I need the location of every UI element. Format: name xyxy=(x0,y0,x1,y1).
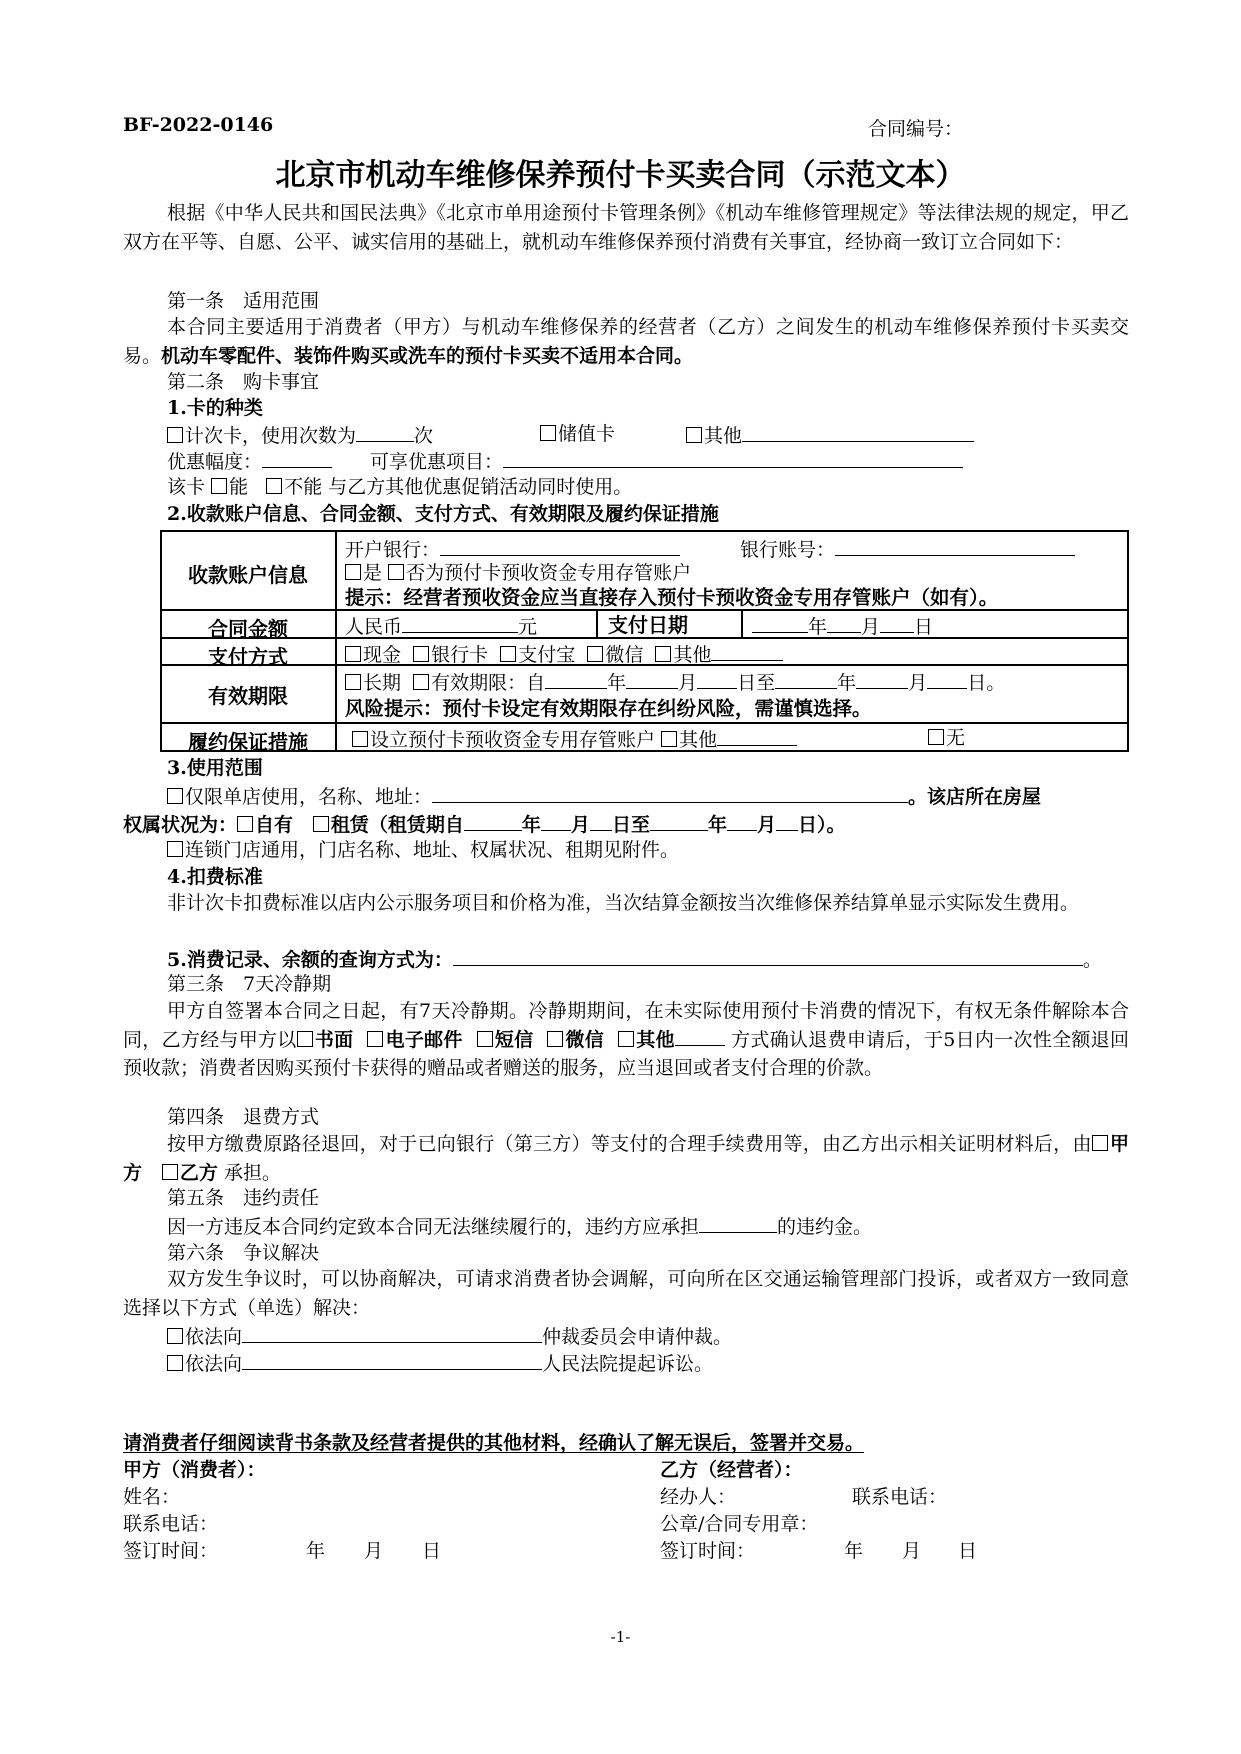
lease-from-month-input[interactable] xyxy=(541,811,571,831)
stored-card-label: 储值卡 xyxy=(558,423,616,445)
single-store-label: 仅限单店使用，名称、地址： xyxy=(185,786,433,808)
written-label: 书面 xyxy=(314,1028,354,1051)
guarantee-other-checkbox[interactable] xyxy=(661,731,677,747)
other-method-checkbox[interactable] xyxy=(618,1031,634,1047)
guarantee-none-label: 无 xyxy=(946,727,966,749)
court-input[interactable] xyxy=(242,1350,542,1370)
sms-label: 短信 xyxy=(494,1028,534,1051)
guarantee-none-checkbox[interactable] xyxy=(928,729,944,745)
account-number-row xyxy=(740,536,1075,562)
lease-to-month-label: 月 xyxy=(756,814,776,836)
party-a-sign-time xyxy=(123,1539,218,1563)
amount-label: 合同金额 xyxy=(208,617,288,641)
escrow-tip: 提示：经营者预收资金应当直接存入预付卡预收资金专用存管账户（如有）。 xyxy=(345,586,999,609)
guarantee-other-input[interactable] xyxy=(717,726,797,746)
court-row xyxy=(167,1350,713,1376)
article-3-text-part1: 甲方自签署本合同之日起，有7天冷静期。冷静期期间，在未实际使用预付卡消费的情况下，有权无条件解除本合同，乙方经与甲方以 xyxy=(123,1000,1129,1051)
own-label: 自有 xyxy=(255,814,294,836)
lease-end-label: 日）。 xyxy=(797,814,846,836)
pay-method-row xyxy=(345,641,783,667)
validity-label: 有效期限 xyxy=(208,684,288,708)
party-a-checkbox[interactable] xyxy=(1092,1135,1108,1151)
discount-items-row xyxy=(370,448,963,474)
stored-card-option xyxy=(540,422,615,446)
article-1-text xyxy=(123,313,1129,370)
arbitration-checkbox[interactable] xyxy=(167,1328,183,1344)
long-term-checkbox[interactable] xyxy=(345,674,361,690)
arbitration-prefix: 依法向 xyxy=(185,1326,243,1348)
combine-yes-checkbox[interactable] xyxy=(211,478,227,494)
other-method-label: 其他 xyxy=(635,1028,675,1051)
guarantee-account-label: 设立预付卡预收资金专用存管账户 xyxy=(370,729,656,751)
lease-to-year-input[interactable] xyxy=(650,811,708,831)
party-b-agent: 经办人： xyxy=(660,1486,737,1508)
party-b-label: 乙方 xyxy=(179,1161,218,1184)
pay-day-input[interactable] xyxy=(880,613,914,633)
guarantee-account-checkbox[interactable] xyxy=(352,731,368,747)
rmb-label: 人民币 xyxy=(345,616,403,638)
ownership-label: 权属状况为： xyxy=(123,814,238,836)
valid-from-day-input[interactable] xyxy=(697,669,737,689)
lease-from-month-label: 月 xyxy=(570,814,590,836)
single-store-checkbox[interactable] xyxy=(167,788,183,804)
yuan-label: 元 xyxy=(518,616,538,638)
pay-date-label: 支付日期 xyxy=(608,613,688,637)
pay-other-input[interactable] xyxy=(711,641,783,661)
article-4-text-part2: 承担。 xyxy=(223,1161,281,1184)
penalty-input[interactable] xyxy=(699,1213,777,1233)
guarantee-other-label: 其他 xyxy=(679,729,718,751)
pay-month-label: 月 xyxy=(861,616,881,638)
scope-title: 3.使用范围 xyxy=(167,757,263,779)
bank-label: 开户银行： xyxy=(345,539,441,561)
escrow-yes-checkbox[interactable] xyxy=(345,564,361,580)
valid-to-label: 日至 xyxy=(737,672,776,694)
valid-from-month-label: 月 xyxy=(678,672,698,694)
discount-row xyxy=(167,448,332,474)
other-card-option xyxy=(686,422,974,448)
party-b-sign-time: 签订时间： xyxy=(660,1540,756,1562)
account-info-title: 2.收款账户信息、合同金额、支付方式、有效期限及履约保证措施 xyxy=(167,503,719,525)
query-label: 5.消费记录、余额的查询方式为： xyxy=(167,949,453,971)
other-card-label: 其他 xyxy=(704,425,743,447)
party-a-title: 甲方（消费者）： xyxy=(123,1459,266,1481)
card-type-row xyxy=(167,422,433,448)
party-b-seal: 公章/合同专用章： xyxy=(660,1513,819,1535)
count-card-label: 计次卡，使用次数为 xyxy=(185,425,357,447)
own-checkbox[interactable] xyxy=(237,816,253,832)
court-checkbox[interactable] xyxy=(167,1355,183,1371)
article-1-body: 本合同主要适用于消费者（甲方）与机动车维修保养的经营者（乙方）之间发生的机动车维修保养预付卡买卖交易。 xyxy=(123,316,1129,367)
contract-number-label: 合同编号： xyxy=(868,118,964,140)
lease-to-day-input[interactable] xyxy=(776,811,798,831)
article-6-heading: 第六条 争议解决 xyxy=(167,1242,320,1264)
signing-notice: 请消费者仔细阅读背书条款及经营者提供的其他材料，经确认了解无误后，签署并交易。 xyxy=(123,1432,865,1454)
pay-method-label: 支付方式 xyxy=(208,645,288,669)
article-5-text-part1: 因一方违反本合同约定致本合同无法继续履行的，违约方应承担 xyxy=(167,1216,700,1238)
lease-label: 租赁（租赁期自 xyxy=(330,814,464,836)
arbitration-input[interactable] xyxy=(242,1323,542,1343)
article-4-heading: 第四条 退费方式 xyxy=(167,1106,320,1128)
pay-alipay-checkbox[interactable] xyxy=(500,646,516,662)
valid-to-month-input[interactable] xyxy=(856,669,908,689)
chain-store-label: 连锁门店通用，门店名称、地址、权属状况、租期见附件。 xyxy=(185,839,680,861)
pay-day-label: 日 xyxy=(914,616,934,638)
written-checkbox[interactable] xyxy=(297,1031,313,1047)
wechat-checkbox[interactable] xyxy=(547,1031,563,1047)
article-3-heading: 第三条 7天冷静期 xyxy=(167,973,332,995)
valid-to-year-input[interactable] xyxy=(775,669,837,689)
party-b-month: 月 xyxy=(902,1540,922,1562)
guarantee-row xyxy=(352,726,797,752)
arbitration-suffix: 仲裁委员会申请仲裁。 xyxy=(542,1326,733,1348)
amount-row xyxy=(345,613,537,639)
account-number-input[interactable] xyxy=(835,536,1075,556)
party-a-day: 日 xyxy=(422,1540,442,1562)
document-code: BF-2022-0146 xyxy=(123,114,274,136)
valid-to-day-label: 日。 xyxy=(967,672,1006,694)
lease-from-day-input[interactable] xyxy=(590,811,612,831)
valid-to-day-input[interactable] xyxy=(927,669,967,689)
wechat-label: 微信 xyxy=(565,1028,605,1051)
chain-store-checkbox[interactable] xyxy=(167,841,183,857)
article-5-text-part2: 的违约金。 xyxy=(777,1216,873,1238)
party-b-title: 乙方（经营者）： xyxy=(660,1459,803,1481)
fee-standard-text: 非计次卡扣费标准以店内公示服务项目和价格为准，当次结算金额按当次维修保养结算单显示实际发生费用。 xyxy=(167,892,1080,914)
court-prefix: 依法向 xyxy=(185,1353,243,1375)
party-b-checkbox[interactable] xyxy=(162,1164,178,1180)
lease-to-label: 日至 xyxy=(611,814,650,836)
article-3-text xyxy=(123,997,1129,1083)
account-number-label: 银行账号： xyxy=(740,539,836,561)
valid-from-year-label: 年 xyxy=(607,672,627,694)
party-a-label: 甲方 xyxy=(123,1133,1129,1184)
email-checkbox[interactable] xyxy=(367,1031,383,1047)
combine-no-label: 不能 xyxy=(284,476,323,498)
pay-cash-label: 现金 xyxy=(363,644,402,666)
article-2-heading: 第二条 购卡事宜 xyxy=(167,371,320,393)
discount-items-label: 可享优惠项目： xyxy=(370,451,504,473)
pay-wechat-checkbox[interactable] xyxy=(587,646,603,662)
lease-checkbox[interactable] xyxy=(313,816,329,832)
count-card-checkbox[interactable] xyxy=(167,427,183,443)
query-row xyxy=(167,946,1102,972)
pay-other-checkbox[interactable] xyxy=(655,646,671,662)
article-1-exclusion: 机动车零配件、装饰件购买或洗车的预付卡买卖不适用本合同。 xyxy=(161,344,694,367)
arbitration-row xyxy=(167,1323,732,1349)
pay-bank-label: 银行卡 xyxy=(431,644,489,666)
discount-items-input[interactable] xyxy=(503,448,963,468)
long-term-label: 长期 xyxy=(363,672,402,694)
lease-to-year-label: 年 xyxy=(707,814,727,836)
combine-suffix: 与乙方其他优惠促销活动同时使用。 xyxy=(328,476,633,498)
query-input[interactable] xyxy=(453,946,1083,966)
count-input[interactable] xyxy=(356,422,414,442)
risk-tip: 风险提示：预付卡设定有效期限存在纠纷风险，需谨慎选择。 xyxy=(345,697,872,720)
discount-input[interactable] xyxy=(262,448,332,468)
account-info-label: 收款账户信息 xyxy=(188,563,308,587)
valid-from-year-input[interactable] xyxy=(545,669,607,689)
escrow-yes-label: 是 xyxy=(363,562,383,584)
bank-row xyxy=(345,536,680,562)
fee-standard-title: 4.扣费标准 xyxy=(167,866,263,888)
article-4-text-part1: 按甲方缴费原路径退回，对于已向银行（第三方）等支付的合理手续费用等，由乙方出示相关证明材料后，由 xyxy=(167,1133,1092,1155)
valid-period-checkbox[interactable] xyxy=(413,674,429,690)
validity-row xyxy=(345,669,1005,695)
lease-to-month-input[interactable] xyxy=(727,811,757,831)
combine-no-checkbox[interactable] xyxy=(266,478,282,494)
valid-to-year-label: 年 xyxy=(837,672,857,694)
page-title: 北京市机动车维修保养预付卡买卖合同（示范文本） xyxy=(275,158,966,193)
escrow-no-label: 否为预付卡预收资金专用存管账户 xyxy=(406,562,692,584)
amount-input[interactable] xyxy=(402,613,518,633)
combine-prefix: 该卡 xyxy=(167,476,206,498)
lease-from-year-input[interactable] xyxy=(464,811,522,831)
escrow-no-checkbox[interactable] xyxy=(388,564,404,580)
party-a-year: 年 xyxy=(306,1540,326,1562)
page-number: -1- xyxy=(610,1628,631,1646)
valid-from-month-input[interactable] xyxy=(626,669,678,689)
pay-bank-checkbox[interactable] xyxy=(413,646,429,662)
email-label: 电子邮件 xyxy=(385,1028,463,1051)
party-b-day: 日 xyxy=(958,1540,978,1562)
single-store-tail: 。该店所在房屋 xyxy=(908,786,1042,808)
combine-row xyxy=(167,475,632,499)
chain-store-row xyxy=(167,838,679,862)
pay-year-input[interactable] xyxy=(752,613,808,633)
court-suffix: 人民法院提起诉讼。 xyxy=(542,1353,714,1375)
sms-checkbox[interactable] xyxy=(477,1031,493,1047)
guarantee-none-option xyxy=(928,726,965,750)
intro-paragraph: 根据《中华人民共和国民法典》《北京市单用途预付卡管理条例》《机动车维修管理规定》等法律法规的规定，甲乙双方在平等、自愿、公平、诚实信用的基础上，就机动车维修保养预付消费有关事宜，经协商一致订立合同如下： xyxy=(123,202,1129,253)
pay-month-input[interactable] xyxy=(827,613,861,633)
pay-year-label: 年 xyxy=(808,616,828,638)
guarantee-label: 履约保证措施 xyxy=(188,730,308,754)
article-5-heading: 第五条 违约责任 xyxy=(167,1187,320,1209)
pay-alipay-label: 支付宝 xyxy=(518,644,576,666)
pay-date-row xyxy=(752,613,933,639)
party-b-phone: 联系电话： xyxy=(852,1486,948,1508)
other-card-checkbox[interactable] xyxy=(686,427,702,443)
party-a-phone: 联系电话： xyxy=(123,1513,219,1535)
article-3-text-part2: 方式确认退费申请后，于5日内一次性全额退回预收款；消费者因购买预付卡获得的赠品或者赠送的服务，应当退回或者支付合理的价款。 xyxy=(123,1028,1129,1079)
article-5-text xyxy=(167,1213,872,1239)
lease-from-year-label: 年 xyxy=(521,814,541,836)
valid-to-month-label: 月 xyxy=(908,672,928,694)
pay-wechat-label: 微信 xyxy=(605,644,644,666)
article-1-heading: 第一条 适用范围 xyxy=(167,290,320,312)
single-store-row xyxy=(167,783,1041,809)
bank-input[interactable] xyxy=(440,536,680,556)
discount-label: 优惠幅度： xyxy=(167,451,263,473)
article-6-text: 双方发生争议时，可以协商解决，可请求消费者协会调解，可向所在区交通运输管理部门投诉，或者双方一致同意选择以下方式（单选）解决： xyxy=(123,1268,1129,1319)
article-4-text xyxy=(123,1130,1129,1187)
party-a-name: 姓名： xyxy=(123,1486,181,1508)
combine-yes-label: 能 xyxy=(229,476,249,498)
query-end: 。 xyxy=(1082,949,1102,971)
pay-other-label: 其他 xyxy=(673,644,712,666)
party-a-month: 月 xyxy=(364,1540,384,1562)
card-type-title: 1.卡的种类 xyxy=(167,397,263,419)
other-card-input[interactable] xyxy=(742,422,974,442)
count-unit: 次 xyxy=(414,425,434,447)
single-store-input[interactable] xyxy=(432,783,908,803)
other-method-input[interactable] xyxy=(675,1026,725,1046)
escrow-row xyxy=(345,561,691,585)
valid-from-label: 有效期限：自 xyxy=(431,672,546,694)
party-a-sign-time-label: 签订时间： xyxy=(123,1540,219,1562)
ownership-row xyxy=(123,811,846,837)
stored-card-checkbox[interactable] xyxy=(540,425,556,441)
party-b-year: 年 xyxy=(844,1540,864,1562)
pay-cash-checkbox[interactable] xyxy=(345,646,361,662)
